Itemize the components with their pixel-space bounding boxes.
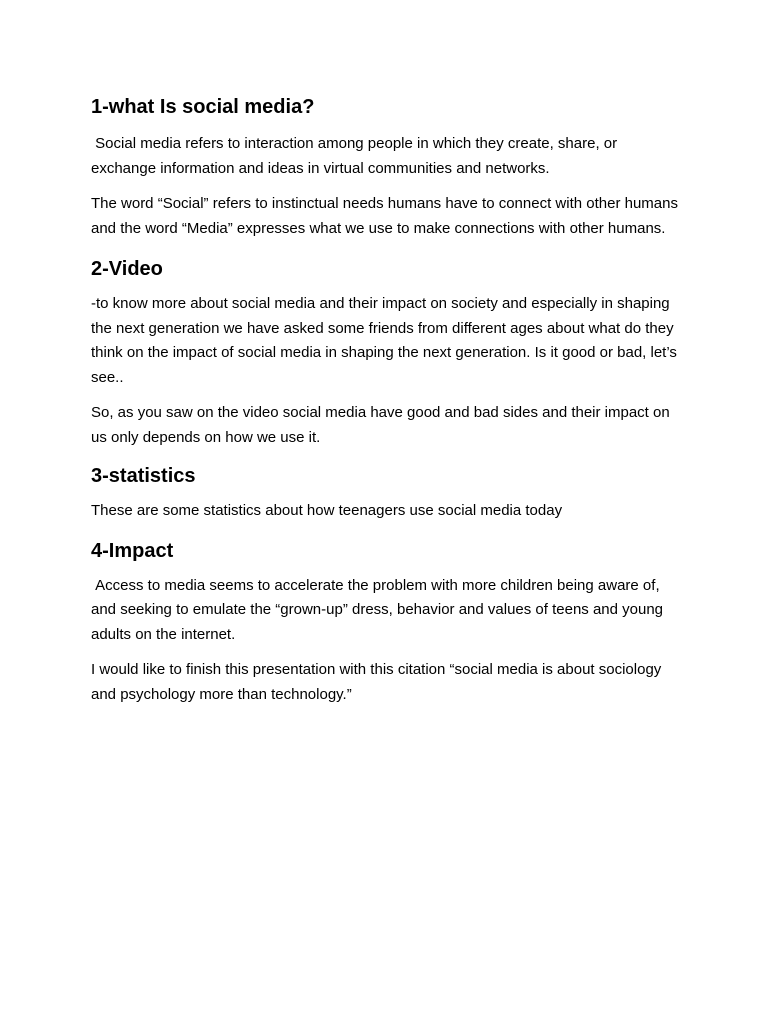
section-heading-what-is-social-media: 1-what Is social media?: [91, 96, 315, 118]
paragraph-definition: Social media refers to interaction among people in which they create, share, or exchange information and ideas in virtual communities and networks.: [91, 135, 622, 177]
paragraph-closing-citation: I would like to finish this presentation with this citation “social media is about sociology and psychology more than technology.”: [91, 661, 662, 703]
paragraph-statistics: These are some statistics about how teenagers use social media today: [91, 502, 563, 519]
paragraph-word-meaning: The word “Social” refers to instinctual needs humans have to connect with other humans and the word “Media” expresses what we use to make connections with other humans.: [91, 195, 678, 237]
section-heading-statistics: 3-statistics: [91, 465, 196, 487]
paragraph-video-conclusion: So, as you saw on the video social media have good and bad sides and their impact on us only depends on how we use it.: [91, 404, 670, 446]
paragraph-impact: Access to media seems to accelerate the problem with more children being aware of, and seeking to emulate the “grown-up” dress, behavior and values of teens and young adults on the internet.: [91, 576, 668, 643]
section-heading-impact: 4-Impact: [91, 539, 174, 562]
document-body: [91, 94, 681, 718]
section-heading-video: 2-Video: [91, 258, 163, 280]
paragraph-video-intro: -to know more about social media and their impact on society and especially in shaping the next generation we have asked some friends from different ages about what do they think on the impact of social media in shaping the next generation. Is it good or bad, let’s see..: [91, 295, 677, 386]
